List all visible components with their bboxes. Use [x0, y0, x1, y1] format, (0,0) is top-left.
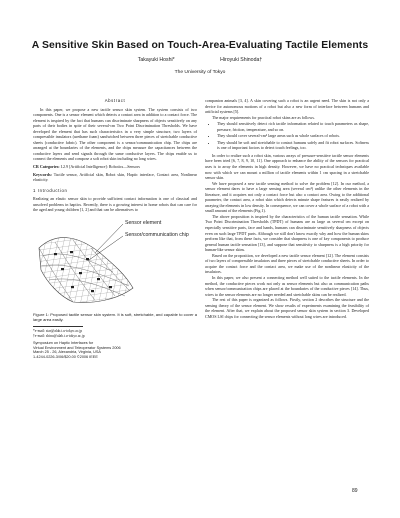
chip-dot: [79, 272, 82, 274]
author-list: [0, 57, 400, 63]
keywords-text: Tactile sensor, Artificial skin, Robot skin, Haptic interface, Contact area, Nonlinear elasticity.: [33, 171, 197, 183]
symposium-line-4: 1-4244-0226-3/06/$20.00 ©2006 IEEE: [33, 354, 98, 359]
right-paragraph-4: We have proposed a new tactile sensing method to solve the problem [12]. In our method, a sensor element dares to have a large sensing area (several cm²) unlike the other elements in the literature, and it acquires not only a contact force but also a contact area. Owing to the additional parameter, the contact area, a robot skin which detects minute shape features is easily realized by arraying the elements in low density. In consequence, we can cover a whole surface of a robot with a small amount of the elements (Fig.1).: [205, 180, 369, 214]
left-column: [33, 98, 197, 359]
author-2: Hiroyuki Shinoda†: [220, 57, 263, 63]
symposium-line-2: Virtual Environment and Teleoperator Systems 2006: [33, 345, 121, 350]
chip-dot: [71, 286, 74, 288]
paper-title: A Sensitive Skin Based on Touch-Area-Evaluating Tactile Elements: [31, 40, 369, 51]
cr-categories: [33, 164, 197, 170]
chip-leader-line: [89, 236, 123, 260]
footnote-2: †e-mail: shino@alab.t.u-tokyo.ac.jp: [33, 333, 85, 338]
footnote-1: *e-mail: star@alab.t.u-tokyo.ac.jp: [33, 329, 83, 334]
abstract-heading: Abstract: [104, 98, 126, 103]
symposium-line-1: Symposium on Haptic Interfaces for: [33, 341, 94, 346]
label-sensor-element: Sensor element: [125, 219, 162, 226]
keywords: [33, 172, 197, 183]
element-leader-line: [95, 224, 123, 253]
right-paragraph-3: In order to realize such a robot skin, various arrays of pressure-sensitive tactile sensor elements have been tried [6, 7, 8, 9, 10, 11]. One approach to enhance the ability of the sensors for practical uses is to array the elements in high density. However, we have no practical techniques available now with which we can mount a million of tactile elements within 1 cm spacing in a stretchable sensor skin.: [205, 152, 369, 181]
chip-dot: [91, 290, 94, 292]
chip-dot: [109, 286, 112, 288]
figure-1: [33, 216, 197, 308]
intro-paragraph: Realizing an elastic sensor skin to provide sufficient contact information is one of classical and unsolved problems in haptics. Recently, there is a growing interest in home robots that can care for the aged and young children [1, 2] and that can be alternatives to: [33, 196, 197, 213]
figure-caption: Figure 1: Proposed tactile sensor skin system. It is soft, stretchable, and capable to cover a large area easily.: [33, 311, 197, 323]
author-1: Takayuki Hoshi*: [137, 57, 175, 63]
right-paragraph-8: The rest of this paper is organized as follows. Firstly, section 2 describes the structure and the sensing theory of the sensor element. We show results of experiments examining the feasibility of the element. After that, we explain about the proposed sensor skin system in section 3. Developed CMOS LSI chips for connecting the sensor elements without long wires are introduced.: [205, 297, 369, 319]
affiliation: The University of Tokyo: [174, 70, 226, 75]
right-column: [205, 98, 369, 319]
cr-label: CR Categories:: [33, 164, 60, 170]
right-paragraph-6: Based on the proposition, we developed a new tactile sensor element [12]. The element consists of two layers of compressible insulators and three pieces of stretchable conductive sheets. In order to acquire the contact force and the contact area, we make use of the nonlinear elasticity of the insulators.: [205, 252, 369, 275]
right-paragraph-7: In this paper, we also present a connecting method well suited to the tactile elements. In the method, the conductive pieces work not only as sensor elements but also as communication paths when sensor/communication chips are placed at the boundaries of the conductive pieces [14]. Thus, wires to the sensor elements are no longer needed and stretchable skins can be realized.: [205, 274, 369, 297]
chip-dot: [54, 253, 57, 255]
abstract-body: In this paper, we propose a new tactile sensor skin system. The system consists of two components. One is a sensor element which detects a contact area in addition to a contact force. The element is inspired by the fact that humans can discriminate sharpness of objects sensitively on any parts of their bodies in spite of their several-cm Two Point Discrimination Thresholds. We have developed the element that has such characteristics in a very simple structure, two layers of compressible insulators (urethane foam) sandwiched between three pieces of stretchable conductive sheets (conductive fabric). The other component is a sensor/communication chip. The chips are arranged at the boundaries of the elements, and the chips measure the capacitances between the conductive layers and send signals through the same conductive layers. The chips enable us to connect the elements and compose a soft robot skin including no long wires.: [33, 106, 197, 162]
skin-illustration: [33, 216, 197, 308]
page-number: 89: [352, 488, 358, 494]
symposium-info: [33, 341, 197, 359]
footnote-rule: [33, 326, 83, 327]
intro-heading: 1 Introduction: [33, 187, 68, 193]
cr-text: I.2.9 [Artificial Intelligence]: Robotics—Sensors: [60, 164, 140, 170]
symposium-line-3: March 25 - 26, Alexandria, Virginia, USA: [33, 350, 101, 355]
keywords-label: Keywords:: [33, 171, 52, 177]
chip-dot: [70, 251, 73, 253]
right-paragraph-1: companion animals [3, 4]. A skin covering such a robot is an urgent need. The skin is not only a device for autonomous motions of a robot but also a new form of interface between humans and artificial systems [5].: [205, 98, 369, 115]
requirement-item: • They should sensitively detect rich tactile information related to touch parameters as shape, pressure, friction, temperature, and so on.: [217, 121, 369, 132]
chip-dot: [97, 278, 100, 280]
right-paragraph-5: The above proposition is inspired by the characteristics of the human tactile sensation. While Two Point Discrimination Thresholds (TPDT) of humans are as large as several cm except on especially sensitive parts, face and hands, humans can discriminate sensitively sharpness of objects even on such large TPDT parts. Although we still don't know exactly why and how the human skins perform like that, from these facts, we consider that sharpness is one of key components to produce general human tactile sensation [13], and suppose that sensitivity to sharpness is a high priority for human-like sensor skins.: [205, 213, 369, 253]
requirements-list: [205, 121, 369, 151]
requirement-item: • They should cover several-cm² large areas such as whole surfaces of robots.: [217, 133, 369, 139]
chip-dot: [61, 268, 64, 270]
label-sensor-chip: Sensor/communication chip: [125, 231, 189, 238]
right-paragraph-2: The major requirements for practical robot skins are as follows.: [212, 114, 315, 120]
chip-dot: [86, 258, 89, 260]
requirement-item: • They should be soft and stretchable to contact humans safely and fit robot surfaces. Softness is one of important factors to detect touch feelings, too.: [217, 140, 369, 151]
